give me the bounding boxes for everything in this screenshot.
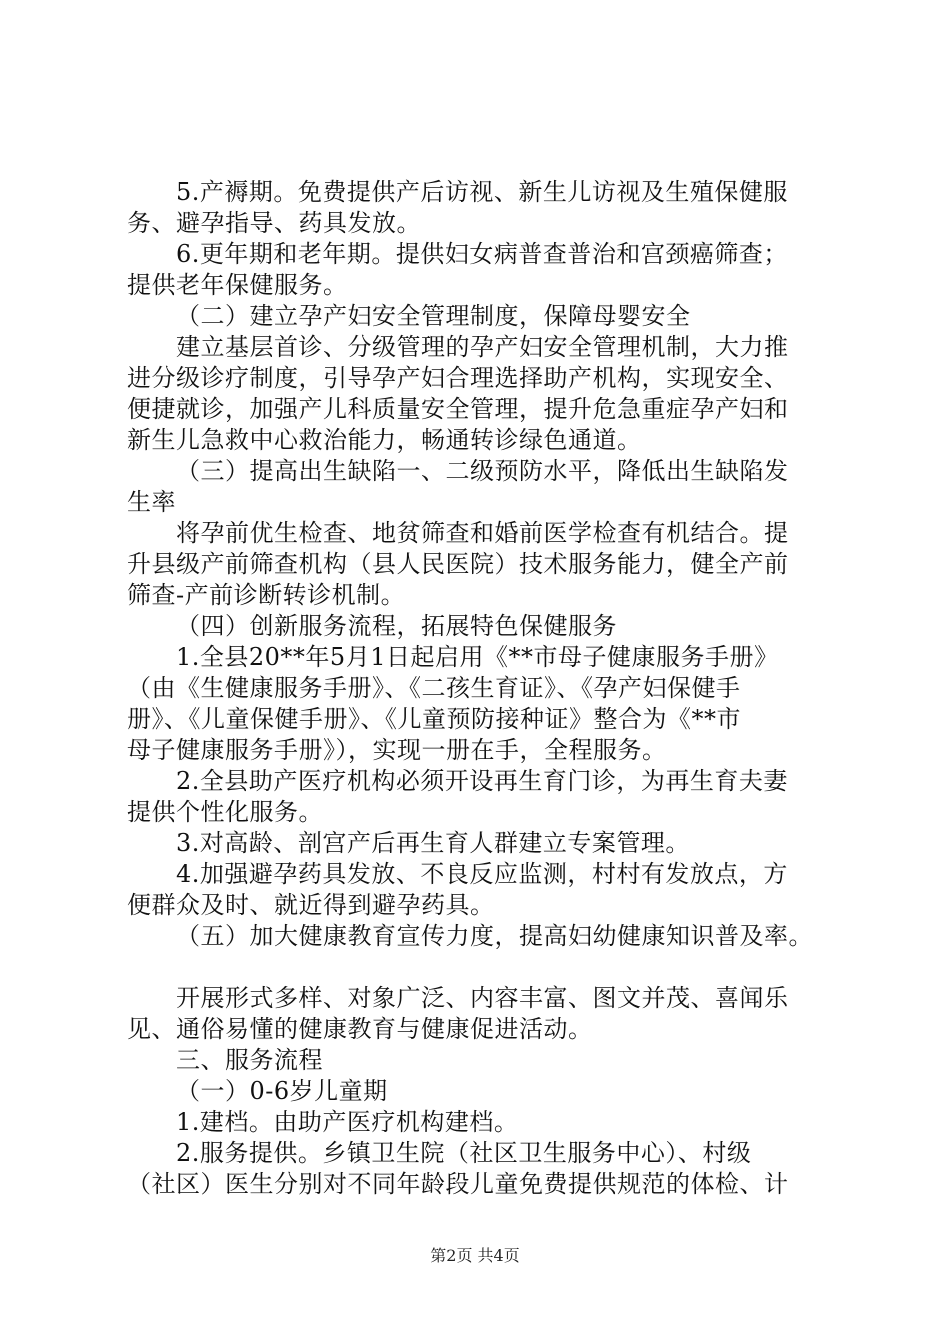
body-line: 2.全县助产医疗机构必须开设再生育门诊，为再生育夫妻 [176,767,788,795]
body-line: 提供老年保健服务。 [127,271,348,299]
body-line: 1.全县20**年5月1日起启用《**市母子健康服务手册》 [176,643,779,671]
body-line: 务、避孕指导、药具发放。 [127,209,421,237]
body-line: （社区）医生分别对不同年龄段儿童免费提供规范的体检、计 [127,1170,789,1198]
body-line: （由《生健康服务手册》、《二孩生育证》、《孕产妇保健手 [127,674,741,702]
page-footer: 第2页 共4页 [430,1246,520,1265]
section-heading: （四）创新服务流程，拓展特色保健服务 [176,612,617,640]
body-line: 进分级诊疗制度，引导孕产妇合理选择助产机构，实现安全、 [127,364,789,392]
section-heading: （五）加大健康教育宣传力度，提高妇幼健康知识普及率。 [176,922,813,950]
body-line: 便捷就诊，加强产儿科质量安全管理，提升危急重症孕产妇和 [127,395,789,423]
section-heading: （二）建立孕产妇安全管理制度，保障母婴安全 [176,302,691,330]
body-line: 1.建档。由助产医疗机构建档。 [176,1108,519,1136]
section-heading: 生率 [127,488,176,516]
body-line: 母子健康服务手册》），实现一册在手，全程服务。 [127,736,667,764]
body-line: 2.服务提供。乡镇卫生院（社区卫生服务中心）、村级 [176,1139,752,1167]
body-line: 筛查-产前诊断转诊机制。 [127,581,406,609]
body-line: 提供个性化服务。 [127,798,323,826]
body-line: 建立基层首诊、分级管理的孕产妇安全管理机制，大力推 [176,333,789,361]
body-line: 开展形式多样、对象广泛、内容丰富、图文并茂、喜闻乐 [176,984,789,1012]
section-heading: 三、服务流程 [176,1046,323,1074]
body-line: 6.更年期和老年期。提供妇女病普查普治和宫颈癌筛查； [176,240,788,268]
section-heading: （三）提高出生缺陷一、二级预防水平，降低出生缺陷发 [176,457,789,485]
body-line: 升县级产前筛查机构（县人民医院）技术服务能力，健全产前 [127,550,789,578]
body-line: 3.对高龄、剖宫产后再生育人群建立专案管理。 [176,829,690,857]
body-line: 见、通俗易懂的健康教育与健康促进活动。 [127,1015,593,1043]
body-line: 4.加强避孕药具发放、不良反应监测，村村有发放点，方 [176,860,788,888]
body-line: 将孕前优生检查、地贫筛查和婚前医学检查有机结合。提 [176,519,789,547]
body-line: 新生儿急救中心救治能力，畅通转诊绿色通道。 [127,426,642,454]
body-line: 5.产褥期。免费提供产后访视、新生儿访视及生殖保健服 [176,178,788,206]
section-heading: （一）0-6岁儿童期 [176,1077,388,1105]
body-line: 册》、《儿童保健手册》、《儿童预防接种证》整合为《**市 [127,705,741,733]
body-line: 便群众及时、就近得到避孕药具。 [127,891,495,919]
